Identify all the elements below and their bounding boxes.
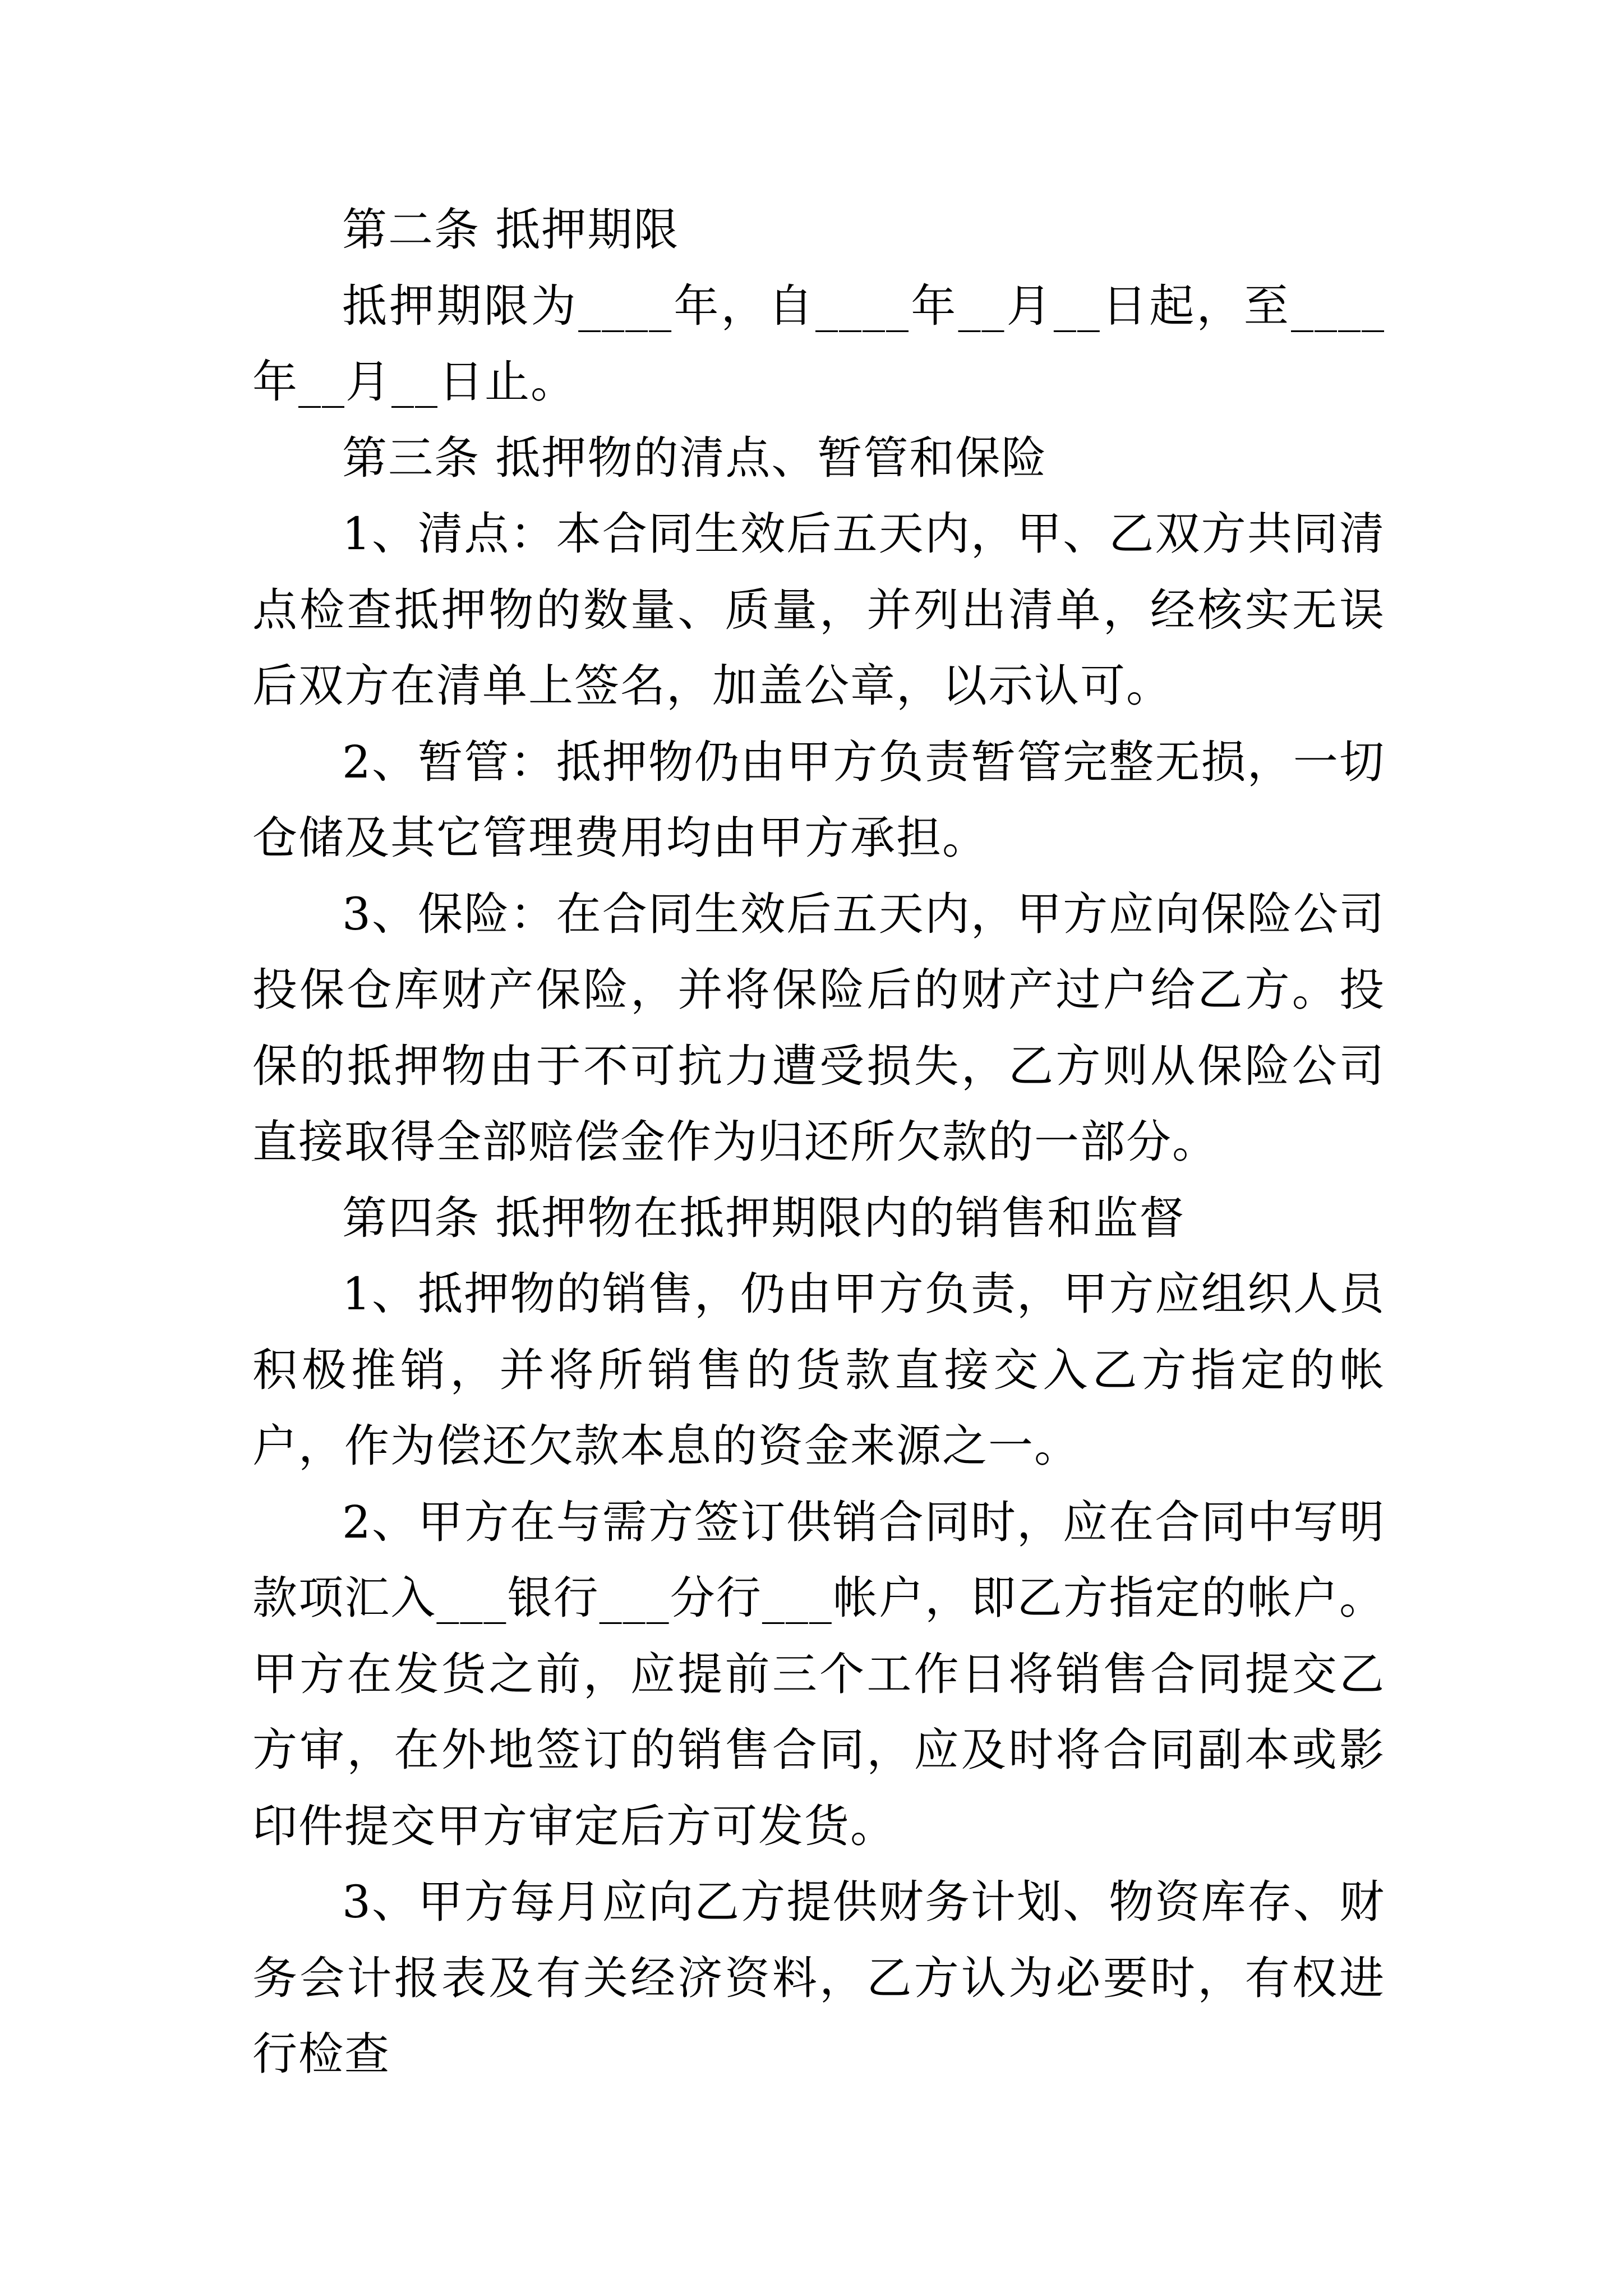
mortgage-term-paragraph: 抵押期限为____年，自____年__月__日起，至____年__月__日止。 [252, 279, 1385, 408]
article-2-heading: 第二条 抵押期限 [342, 204, 680, 256]
article-3-heading: 第三条 抵押物的清点、暂管和保险 [342, 431, 1048, 484]
custody-paragraph: 2、暂管：抵押物仍由甲方负责暂管完整无损，一切仓储及其它管理费用均由甲方承担。 [252, 735, 1385, 864]
sales-paragraph: 1、抵押物的销售，仍由甲方负责，甲方应组织人员积极推销，并将所销售的货款直接交入乙方指定的帐户，作为偿还欠款本息的资金来源之一。 [252, 1268, 1385, 1472]
contract-body [252, 192, 1385, 2092]
sales-contract-paragraph: 2、甲方在与需方签订供销合同时，应在合同中写明款项汇入___银行___分行___帐户，即乙方指定的帐户。甲方在发货之前，应提前三个工作日将销售合同提交乙方审，在外地签订的销售合同，应及时将合同副本或影印件提交甲方审定后方可发货。 [252, 1496, 1385, 1852]
insurance-paragraph: 3、保险：在合同生效后五天内，甲方应向保险公司投保仓库财产保险，并将保险后的财产过户给乙方。投保的抵押物由于不可抗力遭受损失，乙方则从保险公司直接取得全部赔偿金作为归还所欠款的一部分。 [252, 887, 1385, 1168]
article-4-heading: 第四条 抵押物在抵押期限内的销售和监督 [342, 1191, 1186, 1244]
inventory-check-paragraph: 1、清点：本合同生效后五天内，甲、乙双方共同清点检查抵押物的数量、质量，并列出清单，经核实无误后双方在清单上签名，加盖公章，以示认可。 [252, 508, 1385, 712]
financial-report-paragraph: 3、甲方每月应向乙方提供财务计划、物资库存、财务会计报表及有关经济资料，乙方认为必要时，有权进行检查 [252, 1876, 1385, 2080]
